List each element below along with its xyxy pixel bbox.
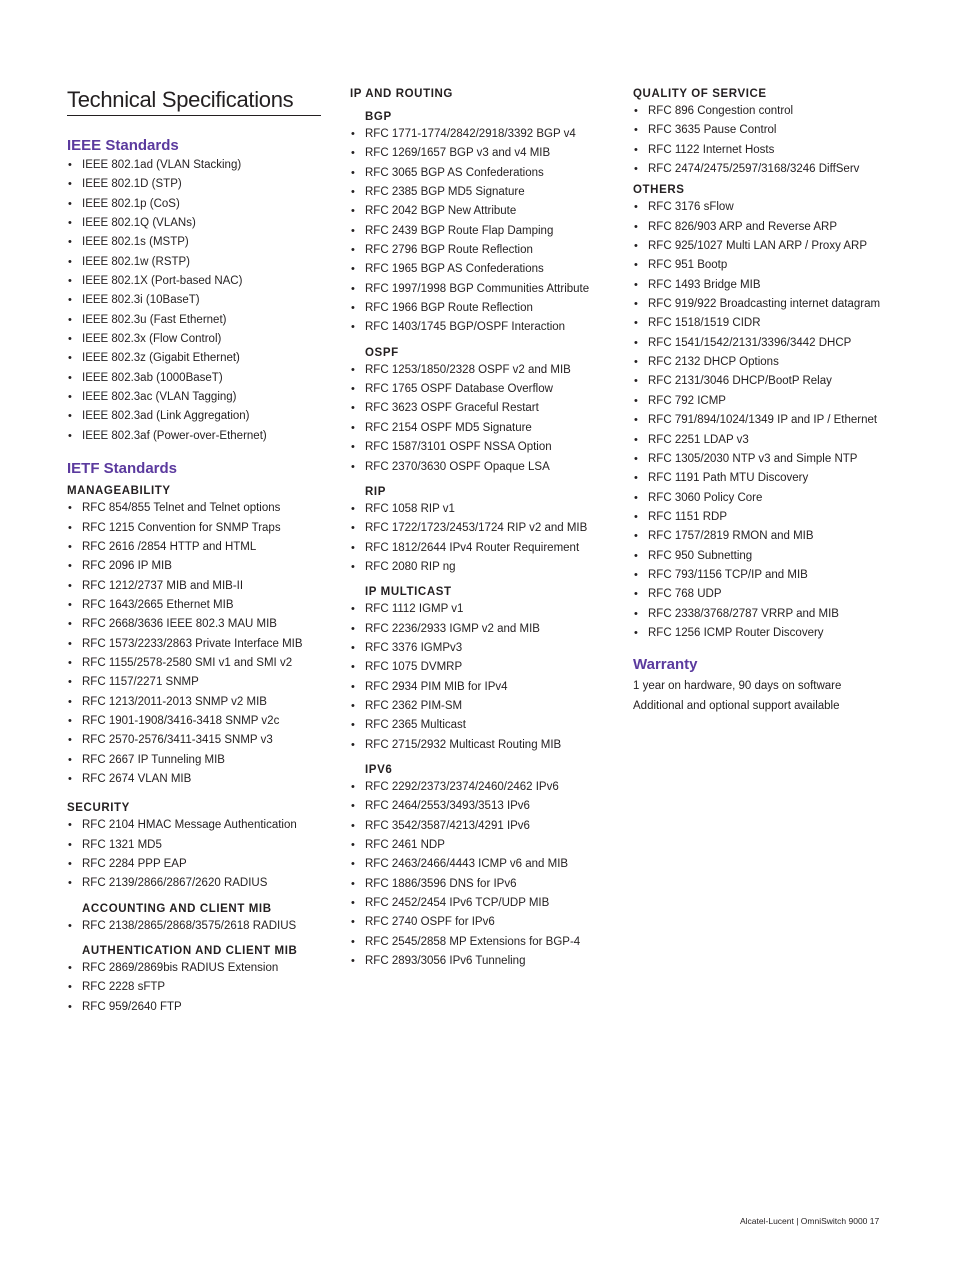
list-item: • RFC 950 Subnetting	[633, 547, 923, 566]
list-item: • RFC 951 Bootp	[633, 256, 923, 275]
list-item: • RFC 1321 MD5	[67, 836, 329, 855]
list-item: • RFC 2131/3046 DHCP/BootP Relay	[633, 372, 923, 391]
list-item: • RFC 3623 OSPF Graceful Restart	[350, 399, 618, 418]
list-item: • RFC 1058 RIP v1	[350, 500, 618, 519]
list-item: • RFC 1305/2030 NTP v3 and Simple NTP	[633, 450, 923, 469]
manageability-heading: MANAGEABILITY	[67, 485, 171, 498]
list-item: • RFC 2132 DHCP Options	[633, 353, 923, 372]
list-item: • RFC 2545/2858 MP Extensions for BGP-4	[350, 933, 618, 952]
list-item: • RFC 3176 sFlow	[633, 198, 923, 217]
list-item: • IEEE 802.3z (Gigabit Ethernet)	[67, 349, 329, 368]
qos-heading: QUALITY OF SERVICE	[633, 88, 767, 100]
list-item: • RFC 1269/1657 BGP v3 and v4 MIB	[350, 144, 618, 163]
list-item: • RFC 2096 IP MIB	[67, 557, 329, 576]
list-item: • IEEE 802.1w (RSTP)	[67, 253, 329, 272]
list-item: • IEEE 802.3ad (Link Aggregation)	[67, 407, 329, 426]
list-item: • RFC 1157/2271 SNMP	[67, 673, 329, 692]
list-item: • RFC 1075 DVMRP	[350, 658, 618, 677]
list-item: • RFC 2385 BGP MD5 Signature	[350, 183, 618, 202]
list-item: • RFC 2893/3056 IPv6 Tunneling	[350, 952, 618, 971]
accounting-heading: ACCOUNTING AND CLIENT MIB	[82, 902, 272, 915]
list-item: • RFC 1587/3101 OSPF NSSA Option	[350, 438, 618, 457]
list-item: • RFC 2138/2865/2868/3575/2618 RADIUS	[67, 917, 329, 936]
list-item: • IEEE 802.3ac (VLAN Tagging)	[67, 388, 329, 407]
list-item: • RFC 2365 Multicast	[350, 716, 618, 735]
ietf-heading: IETF Standards	[67, 460, 178, 478]
column-middle	[350, 86, 618, 971]
warranty-heading: Warranty	[633, 656, 698, 674]
list-item: • IEEE 802.1ad (VLAN Stacking)	[67, 156, 329, 175]
list-item: • RFC 854/855 Telnet and Telnet options	[67, 499, 329, 518]
list-item: • RFC 3376 IGMPv3	[350, 639, 618, 658]
list-item: • RFC 1771-1774/2842/2918/3392 BGP v4	[350, 125, 618, 144]
others-heading: OTHERS	[633, 184, 685, 197]
list-item: • RFC 2284 PPP EAP	[67, 855, 329, 874]
list-item: • RFC 2370/3630 OSPF Opaque LSA	[350, 458, 618, 477]
rip-heading: RIP	[365, 485, 386, 498]
list-item: • RFC 2362 PIM-SM	[350, 697, 618, 716]
page-title: Technical Specifications	[67, 86, 321, 116]
list-item: • RFC 793/1156 TCP/IP and MIB	[633, 566, 923, 585]
ip-routing-heading: IP AND ROUTING	[350, 88, 453, 100]
list-item: • RFC 1212/2737 MIB and MIB-II	[67, 577, 329, 596]
warranty-line-2: Additional and optional support available	[633, 699, 840, 712]
ipv6-list	[350, 778, 618, 971]
list-item: • RFC 2740 OSPF for IPv6	[350, 913, 618, 932]
page-footer: Alcatel-Lucent | OmniSwitch 9000 17	[740, 1216, 880, 1226]
list-item: • RFC 1966 BGP Route Reflection	[350, 299, 618, 318]
list-item: • IEEE 802.3x (Flow Control)	[67, 330, 329, 349]
list-item: • RFC 1155/2578-2580 SMI v1 and SMI v2	[67, 654, 329, 673]
list-item: • RFC 896 Congestion control	[633, 102, 923, 121]
list-item: • IEEE 802.1X (Port-based NAC)	[67, 272, 329, 291]
bgp-list	[350, 125, 618, 338]
list-item: • RFC 2228 sFTP	[67, 978, 329, 997]
list-item: • RFC 1965 BGP AS Confederations	[350, 260, 618, 279]
list-item: • RFC 959/2640 FTP	[67, 998, 329, 1017]
list-item: • RFC 2251 LDAP v3	[633, 431, 923, 450]
list-item: • IEEE 802.1D (STP)	[67, 175, 329, 194]
list-item: • RFC 1122 Internet Hosts	[633, 141, 923, 160]
list-item: • RFC 1722/1723/2453/1724 RIP v2 and MIB	[350, 519, 618, 538]
column-right	[633, 86, 923, 716]
list-item: • RFC 1757/2819 RMON and MIB	[633, 527, 923, 546]
ospf-heading: OSPF	[365, 346, 399, 359]
list-item: • RFC 2292/2373/2374/2460/2462 IPv6	[350, 778, 618, 797]
list-item: • IEEE 802.1p (CoS)	[67, 195, 329, 214]
list-item: • RFC 2869/2869bis RADIUS Extension	[67, 959, 329, 978]
list-item: • RFC 1518/1519 CIDR	[633, 314, 923, 333]
list-item: • RFC 1541/1542/2131/3396/3442 DHCP	[633, 334, 923, 353]
column-left	[67, 86, 329, 1017]
multicast-heading: IP MULTICAST	[365, 586, 452, 599]
list-item: • RFC 1403/1745 BGP/OSPF Interaction	[350, 318, 618, 337]
security-list	[67, 816, 329, 893]
list-item: • RFC 2338/3768/2787 VRRP and MIB	[633, 605, 923, 624]
list-item: • IEEE 802.3ab (1000BaseT)	[67, 369, 329, 388]
list-item: • RFC 2667 IP Tunneling MIB	[67, 751, 329, 770]
warranty-line-1: 1 year on hardware, 90 days on software	[633, 680, 842, 693]
list-item: • RFC 3542/3587/4213/4291 IPv6	[350, 817, 618, 836]
ieee-heading: IEEE Standards	[67, 137, 179, 154]
list-item: • RFC 2668/3636 IEEE 802.3 MAU MIB	[67, 615, 329, 634]
list-item: • IEEE 802.1s (MSTP)	[67, 233, 329, 252]
list-item: • RFC 1215 Convention for SNMP Traps	[67, 519, 329, 538]
list-item: • RFC 791/894/1024/1349 IP and IP / Ethernet	[633, 411, 923, 430]
list-item: • RFC 768 UDP	[633, 585, 923, 604]
list-item: • RFC 1112 IGMP v1	[350, 600, 618, 619]
security-heading: SECURITY	[67, 802, 130, 815]
list-item: • RFC 2464/2553/3493/3513 IPv6	[350, 797, 618, 816]
list-item: • RFC 2452/2454 IPv6 TCP/UDP MIB	[350, 894, 618, 913]
accounting-list	[67, 917, 329, 936]
list-item: • RFC 2104 HMAC Message Authentication	[67, 816, 329, 835]
qos-list	[633, 102, 923, 179]
list-item: • RFC 792 ICMP	[633, 392, 923, 411]
ipv6-heading: IPV6	[365, 763, 393, 776]
list-item: • RFC 2796 BGP Route Reflection	[350, 241, 618, 260]
list-item: • RFC 2154 OSPF MD5 Signature	[350, 419, 618, 438]
list-item: • RFC 2042 BGP New Attribute	[350, 202, 618, 221]
list-item: • RFC 1765 OSPF Database Overflow	[350, 380, 618, 399]
list-item: • IEEE 802.3i (10BaseT)	[67, 291, 329, 310]
list-item: • RFC 1643/2665 Ethernet MIB	[67, 596, 329, 615]
list-item: • IEEE 802.3u (Fast Ethernet)	[67, 311, 329, 330]
ieee-list	[67, 156, 329, 446]
list-item: • IEEE 802.1Q (VLANs)	[67, 214, 329, 233]
list-item: • RFC 1256 ICMP Router Discovery	[633, 624, 923, 643]
list-item: • RFC 2461 NDP	[350, 836, 618, 855]
list-item: • RFC 3060 Policy Core	[633, 489, 923, 508]
list-item: • RFC 919/922 Broadcasting internet datagram	[633, 295, 923, 314]
list-item: • RFC 2674 VLAN MIB	[67, 770, 329, 789]
list-item: • RFC 925/1027 Multi LAN ARP / Proxy ARP	[633, 237, 923, 256]
list-item: • RFC 2463/2466/4443 ICMP v6 and MIB	[350, 855, 618, 874]
list-item: • RFC 3635 Pause Control	[633, 121, 923, 140]
list-item: • RFC 826/903 ARP and Reverse ARP	[633, 218, 923, 237]
list-item: • RFC 1812/2644 IPv4 Router Requirement	[350, 539, 618, 558]
others-list	[633, 198, 923, 643]
bgp-heading: BGP	[365, 111, 392, 123]
list-item: • RFC 1253/1850/2328 OSPF v2 and MIB	[350, 361, 618, 380]
list-item: • RFC 2715/2932 Multicast Routing MIB	[350, 736, 618, 755]
list-item: • RFC 2570-2576/3411-3415 SNMP v3	[67, 731, 329, 750]
list-item: • IEEE 802.3af (Power-over-Ethernet)	[67, 427, 329, 446]
list-item: • RFC 2474/2475/2597/3168/3246 DiffServ	[633, 160, 923, 179]
ospf-list	[350, 361, 618, 477]
list-item: • RFC 1493 Bridge MIB	[633, 276, 923, 295]
list-item: • RFC 2236/2933 IGMP v2 and MIB	[350, 620, 618, 639]
authentication-list	[67, 959, 329, 1017]
list-item: • RFC 2439 BGP Route Flap Damping	[350, 222, 618, 241]
list-item: • RFC 1997/1998 BGP Communities Attribute	[350, 280, 618, 299]
list-item: • RFC 1151 RDP	[633, 508, 923, 527]
list-item: • RFC 2080 RIP ng	[350, 558, 618, 577]
list-item: • RFC 1886/3596 DNS for IPv6	[350, 875, 618, 894]
list-item: • RFC 1573/2233/2863 Private Interface MIB	[67, 635, 329, 654]
list-item: • RFC 2616 /2854 HTTP and HTML	[67, 538, 329, 557]
list-item: • RFC 1191 Path MTU Discovery	[633, 469, 923, 488]
manageability-list	[67, 499, 329, 789]
authentication-heading: AUTHENTICATION AND CLIENT MIB	[82, 945, 298, 958]
multicast-list	[350, 600, 618, 755]
rip-list	[350, 500, 618, 577]
list-item: • RFC 1901-1908/3416-3418 SNMP v2c	[67, 712, 329, 731]
list-item: • RFC 3065 BGP AS Confederations	[350, 164, 618, 183]
list-item: • RFC 2139/2866/2867/2620 RADIUS	[67, 874, 329, 893]
list-item: • RFC 1213/2011-2013 SNMP v2 MIB	[67, 693, 329, 712]
list-item: • RFC 2934 PIM MIB for IPv4	[350, 678, 618, 697]
